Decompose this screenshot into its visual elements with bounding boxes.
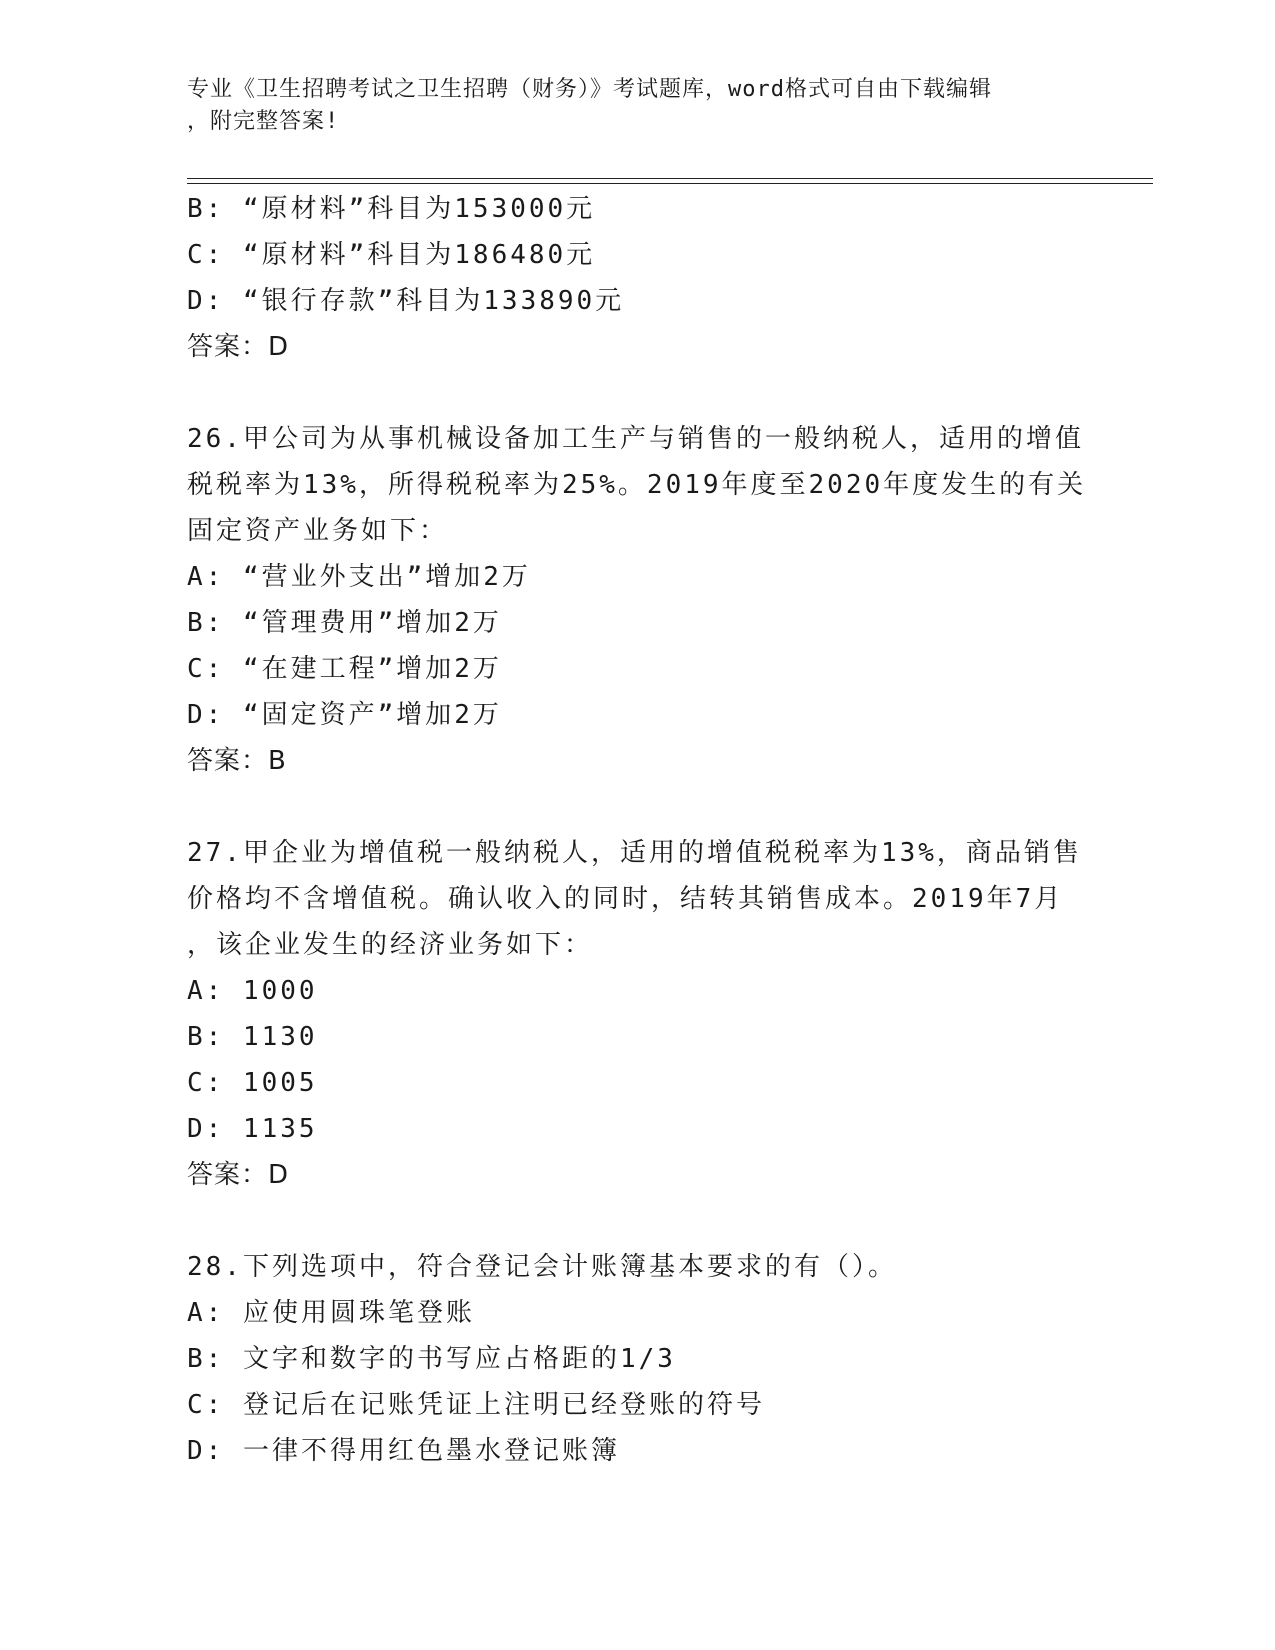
- question-stem-line: 税税率为13%，所得税税率为25%。2019年度至2020年度发生的有关: [187, 470, 1087, 500]
- option-c: C: “在建工程”增加2万: [187, 654, 502, 684]
- answer: 答案：B: [187, 746, 287, 776]
- option-a: A: “营业外支出”增加2万: [187, 562, 531, 592]
- question-stem-line: 26.甲公司为从事机械设备加工生产与销售的一般纳税人，适用的增值: [187, 424, 1084, 454]
- header-rule-top: [187, 178, 1153, 179]
- option-b: B: “管理费用”增加2万: [187, 608, 502, 638]
- question-28: [187, 1244, 1067, 1474]
- option-c: C: 登记后在记账凭证上注明已经登账的符号: [187, 1390, 765, 1420]
- question-27: [187, 830, 1082, 1198]
- question-stem-line: ，该企业发生的经济业务如下：: [187, 930, 594, 960]
- answer: 答案：D: [187, 332, 290, 362]
- question-25-continued: [187, 186, 1067, 370]
- header-rule-bottom: [187, 183, 1153, 184]
- question-stem-line: 27.甲企业为增值税一般纳税人，适用的增值税税率为13%，商品销售: [187, 838, 1082, 868]
- option-a: A: 应使用圆珠笔登账: [187, 1298, 475, 1328]
- option-b: B: 1130: [187, 1022, 318, 1052]
- spacer: [187, 784, 1067, 830]
- option-d: D: “银行存款”科目为133890元: [187, 286, 625, 316]
- spacer: [187, 1198, 1067, 1244]
- question-stem-line: 价格均不含增值税。确认收入的同时，结转其销售成本。2019年7月: [187, 884, 1064, 914]
- spacer: [187, 370, 1067, 416]
- answer: 答案：D: [187, 1160, 290, 1190]
- document-header: [187, 74, 1067, 138]
- option-d: D: 一律不得用红色墨水登记账簿: [187, 1436, 620, 1466]
- option-d: D: “固定资产”增加2万: [187, 700, 502, 730]
- question-list: [187, 186, 1087, 1474]
- option-c: C: “原材料”科目为186480元: [187, 240, 596, 270]
- option-c: C: 1005: [187, 1068, 318, 1098]
- header-line-1: 专业《卫生招聘考试之卫生招聘（财务）》考试题库，word格式可自由下载编辑: [187, 77, 992, 102]
- question-stem-line: 28.下列选项中，符合登记会计账簿基本要求的有（）。: [187, 1252, 897, 1282]
- option-b: B: 文字和数字的书写应占格距的1/3: [187, 1344, 676, 1374]
- header-line-2: ，附完整答案!: [187, 109, 340, 134]
- question-26: [187, 416, 1087, 784]
- option-a: A: 1000: [187, 976, 318, 1006]
- option-b: B: “原材料”科目为153000元: [187, 194, 596, 224]
- question-stem-line: 固定资产业务如下：: [187, 516, 449, 546]
- option-d: D: 1135: [187, 1114, 318, 1144]
